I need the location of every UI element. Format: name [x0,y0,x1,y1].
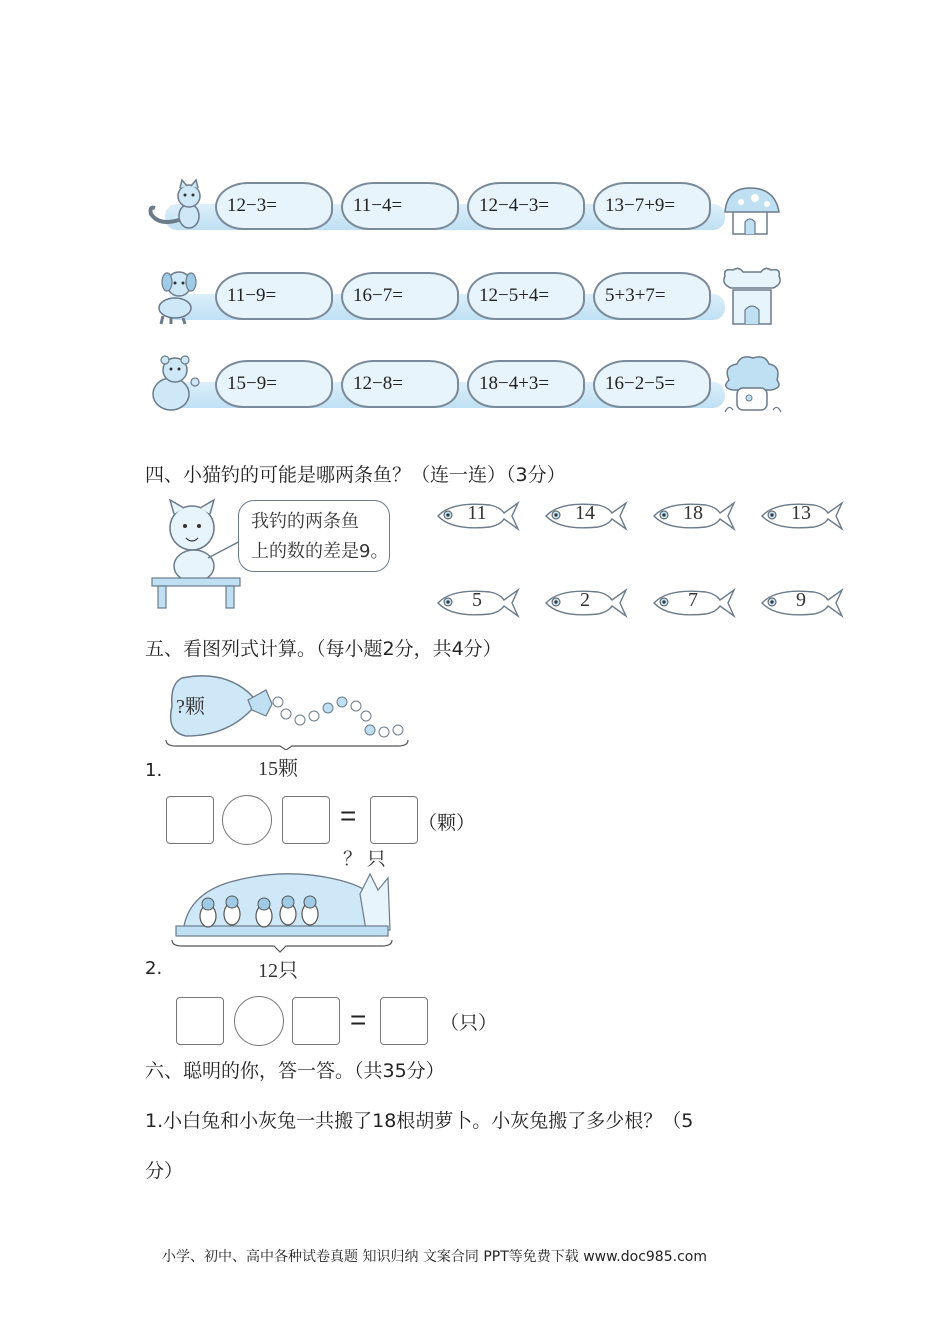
equation-stone: 12−5+4= [467,272,585,320]
fish-number: 18 [683,502,703,524]
fish-number: 11 [467,502,487,524]
fish-card[interactable] [434,586,520,620]
equation-stone: 16−2−5= [593,360,711,408]
section-5-title: 五、看图列式计算。（每小题2分，共4分） [145,638,502,660]
speech-bubble [238,500,390,572]
equation-stone: 12−3= [215,182,333,230]
stone-row-3 [145,354,785,414]
fish-card[interactable] [542,499,628,533]
mushroom-house-icon [719,176,785,236]
question-text-continued: 分） [145,1160,184,1182]
fish-card[interactable] [434,499,520,533]
q1-unit: （颗） [418,812,476,834]
equation-stone: 11−4= [341,182,459,230]
operator-circle[interactable] [234,996,284,1046]
answer-box[interactable] [292,997,340,1045]
stone-row-1 [145,176,785,236]
equation-stone: 12−4−3= [467,182,585,230]
fish-card[interactable] [758,499,844,533]
answer-box[interactable] [176,997,224,1045]
tree-house-icon [719,354,785,414]
equation-stone: 13−7+9= [593,182,711,230]
equation-stone: 16−7= [341,272,459,320]
fish-number: 7 [688,589,698,611]
equation-stone: 15−9= [215,360,333,408]
q2-number: 2. [145,958,163,979]
speech-line-1: 我钓的两条鱼 [251,511,359,532]
fish-number: 13 [791,502,811,524]
fish-card[interactable] [542,586,628,620]
bone-house-icon [719,266,785,326]
q2-question-label: ？ 只 [343,849,386,870]
answer-box[interactable] [282,796,330,844]
answer-box[interactable] [380,997,428,1045]
fish-card[interactable] [650,586,736,620]
section-6-title: 六、聪明的你，答一答。（共35分） [145,1060,445,1082]
fish-number: 2 [580,589,590,611]
section-4-title: 四、小猫钓的可能是哪两条鱼？（连一连）（3分） [145,464,566,486]
fish-card[interactable] [758,586,844,620]
q1-total-label: 15颗 [258,758,298,780]
fish-number: 5 [472,589,482,611]
answer-box[interactable] [166,796,214,844]
stone-row-2 [145,266,785,326]
fish-number: 9 [796,589,806,611]
answer-box[interactable] [370,796,418,844]
speech-line-2: 上的数的差是9。 [251,541,389,562]
question-text: 1.小白兔和小灰兔一共搬了18根胡萝卜。小灰兔搬了多少根？（5 [145,1110,694,1132]
equation-stone: 18−4+3= [467,360,585,408]
fish-number: 14 [575,502,595,524]
q2-unit: （只） [440,1012,498,1034]
dog-icon [145,266,205,326]
operator-circle[interactable] [222,795,272,845]
page-footer: 小学、初中、高中各种试卷真题 知识归纳 文案合同 PPT等免费下载 www.doc985.com [162,1249,707,1265]
bag-label: ?颗 [176,696,205,718]
equation-stone: 5+3+7= [593,272,711,320]
bear-icon [145,354,205,414]
penguins-on-ice-icon [170,864,394,954]
equation-stone: 12−8= [341,360,459,408]
fish-card[interactable] [650,499,736,533]
fishing-cat-icon [148,498,248,610]
cat-icon [145,176,205,236]
q2-total-label: 12只 [258,960,298,982]
q1-number: 1. [145,760,163,781]
equals-sign: = [350,1004,367,1035]
equals-sign: = [340,800,357,831]
equation-stone: 11−9= [215,272,333,320]
